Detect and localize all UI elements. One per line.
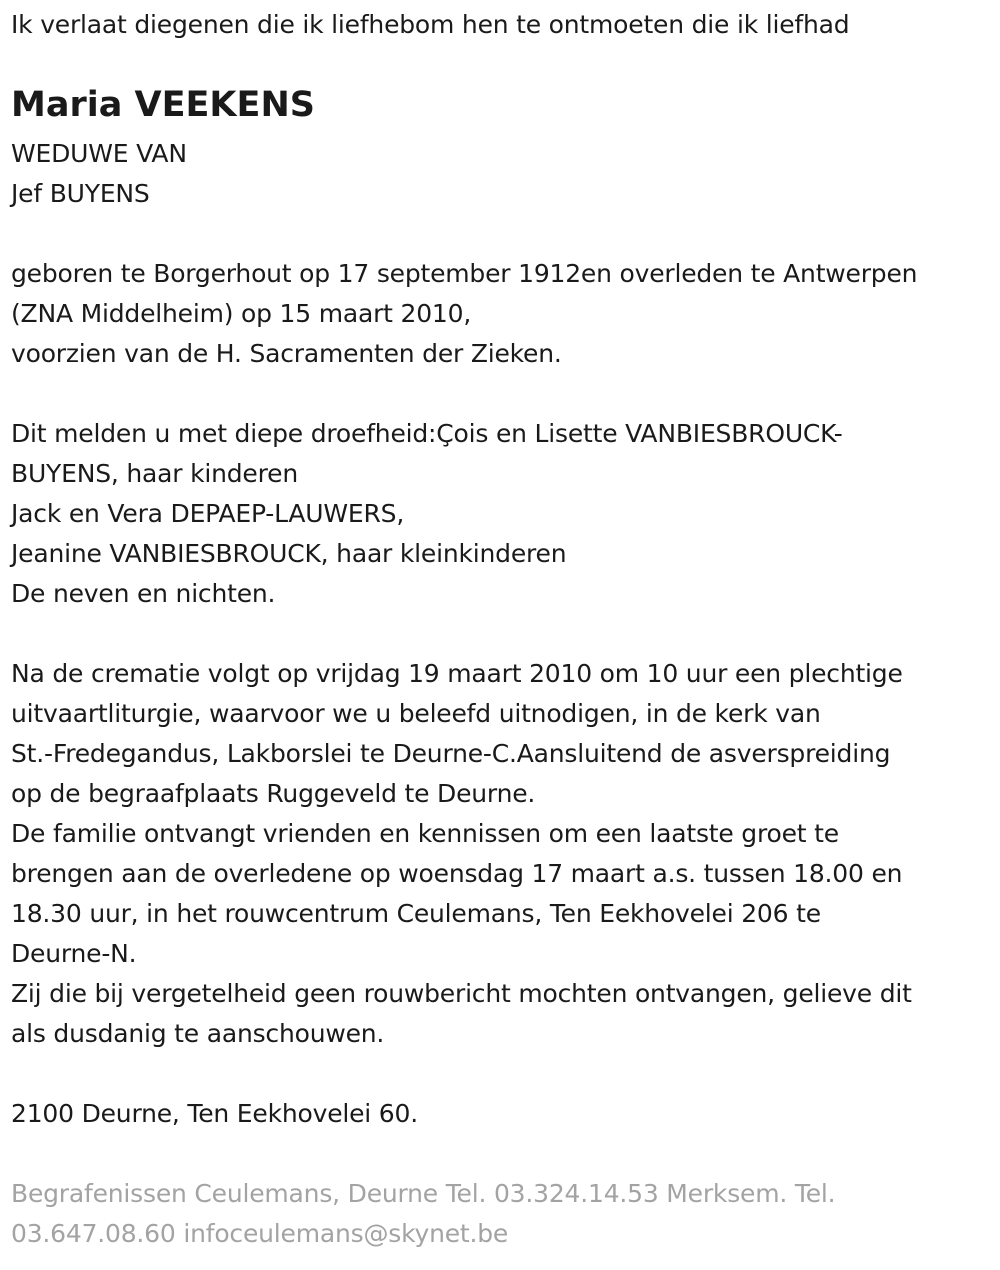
deceased-name: Maria VEEKENS (11, 85, 315, 125)
text-line: geboren te Borgerhout op 17 september 1912en overleden te Antwerpen (11, 259, 918, 288)
text-line: als dusdanig te aanschouwen. (11, 1019, 385, 1048)
birth-death-block (11, 254, 917, 374)
family-address: 2100 Deurne, Ten Eekhovelei 60. (11, 1099, 418, 1128)
text-line: Dit melden u met diepe droefheid:Çois en Lisette VANBIESBROUCK- (11, 419, 843, 448)
text-line: Jack en Vera DEPAEP-LAUWERS, (11, 499, 405, 528)
text-line: Deurne-N. (11, 939, 137, 968)
spouse-name: Jef BUYENS (11, 179, 150, 208)
widow-block (11, 134, 187, 214)
text-line: Jeanine VANBIESBROUCK, haar kleinkinderen (11, 539, 567, 568)
motto: Ik verlaat diegenen die ik liefhebom hen te ontmoeten die ik liefhad (11, 10, 850, 39)
ceremony-block (11, 654, 912, 1054)
text-line: De familie ontvangt vrienden en kennissen om een laatste groet te (11, 819, 839, 848)
funeral-home-footer (11, 1174, 835, 1254)
address-block (11, 1094, 418, 1134)
family-block (11, 414, 843, 614)
text-line: Na de crematie volgt op vrijdag 19 maart 2010 om 10 uur een plechtige (11, 659, 903, 688)
text-line: St.-Fredegandus, Lakborslei te Deurne-C.Aansluitend de asverspreiding (11, 739, 891, 768)
text-line: uitvaartliturgie, waarvoor we u beleefd uitnodigen, in de kerk van (11, 699, 821, 728)
text-line: (ZNA Middelheim) op 15 maart 2010, (11, 299, 472, 328)
text-line: brengen aan de overledene op woensdag 17 maart a.s. tussen 18.00 en (11, 859, 903, 888)
text-line: op de begraafplaats Ruggeveld te Deurne. (11, 779, 536, 808)
footer-line: 03.647.08.60 infoceulemans@skynet.be (11, 1219, 509, 1248)
text-line: De neven en nichten. (11, 579, 276, 608)
text-line: Zij die bij vergetelheid geen rouwbericht mochten ontvangen, gelieve dit (11, 979, 912, 1008)
text-line: 18.30 uur, in het rouwcentrum Ceulemans, Ten Eekhovelei 206 te (11, 899, 821, 928)
text-line: voorzien van de H. Sacramenten der Zieken. (11, 339, 562, 368)
widow-status: WEDUWE VAN (11, 139, 187, 168)
footer-line: Begrafenissen Ceulemans, Deurne Tel. 03.324.14.53 Merksem. Tel. (11, 1179, 836, 1208)
text-line: BUYENS, haar kinderen (11, 459, 298, 488)
